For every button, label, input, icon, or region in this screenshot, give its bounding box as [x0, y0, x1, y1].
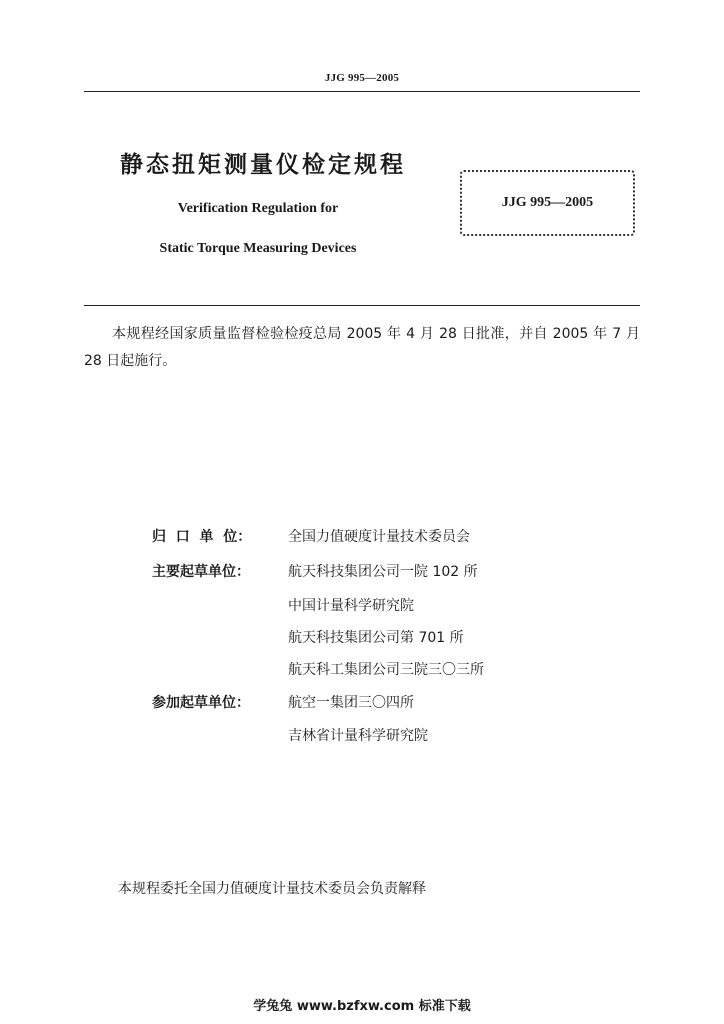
participating-drafting-unit: 吉林省计量科学研究院: [288, 728, 428, 744]
main-drafting-unit: 航天科工集团公司三院三〇三所: [288, 662, 484, 678]
header-divider: [84, 91, 640, 92]
title-chinese: 静态扭矩测量仪检定规程: [120, 152, 406, 178]
title-english-line1: Verification Regulation for: [177, 201, 339, 216]
main-drafting-unit: 中国计量科学研究院: [288, 598, 414, 614]
main-drafting-label: 主要起草单位：: [152, 564, 250, 580]
section-divider: [84, 305, 640, 306]
approval-statement: 本规程经国家质量监督检验检疫总局 2005 年 4 月 28 日批准，并自 2005 年 7 月 28 日起施行。: [84, 326, 640, 369]
responsible-unit-label: 归 口 单 位：: [152, 529, 252, 545]
standard-code-box-text: JJG 995—2005: [501, 195, 594, 210]
responsible-unit-value: 全国力值硬度计量技术委员会: [288, 529, 470, 545]
footer-watermark: 学兔兔 www.bzfxw.com 标准下载: [253, 999, 471, 1014]
interpretation-statement: 本规程委托全国力值硬度计量技术委员会负责解释: [118, 881, 426, 897]
header-standard-code: JJG 995—2005: [324, 72, 400, 84]
participating-drafting-unit: 航空一集团三〇四所: [288, 695, 414, 711]
main-drafting-unit: 航天科技集团公司第 701 所: [288, 630, 464, 646]
main-drafting-unit: 航天科技集团公司一院 102 所: [288, 564, 478, 580]
title-english-line2: Static Torque Measuring Devices: [159, 241, 357, 256]
participating-drafting-label: 参加起草单位：: [152, 695, 250, 711]
